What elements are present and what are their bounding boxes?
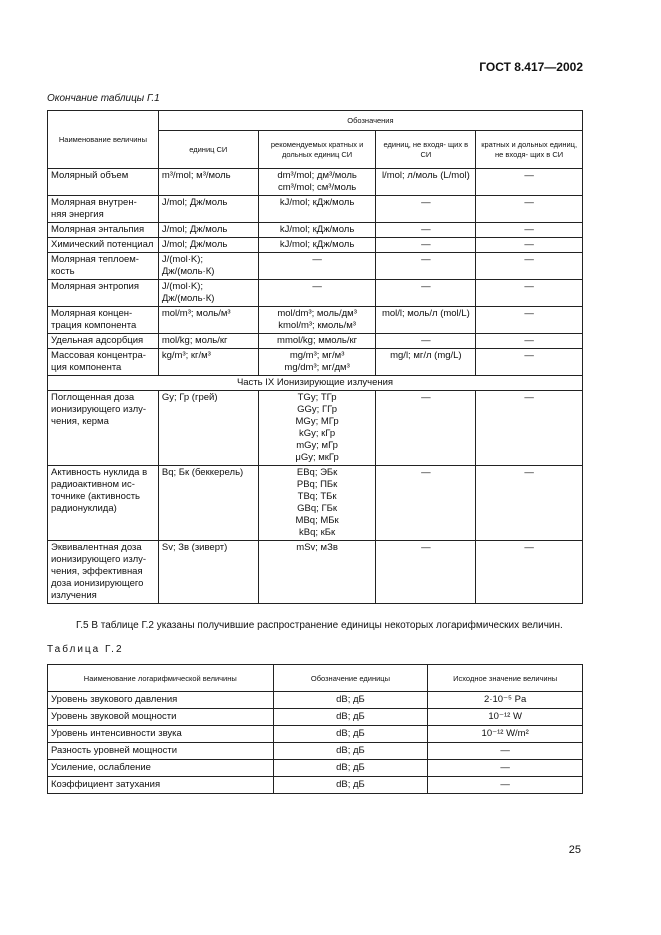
log-quantity-name: Уровень звуковой мощности <box>48 709 274 726</box>
table-row <box>48 777 583 794</box>
header-unit: Обозначение единицы <box>273 665 428 692</box>
non-si-unit: — <box>376 466 476 541</box>
non-si-multiples: — <box>476 223 583 238</box>
quantity-name: Молярная теплоем- кость <box>48 253 159 280</box>
reference-value: — <box>428 777 583 794</box>
quantity-name: Удельная адсорбция <box>48 334 159 349</box>
part-row <box>48 376 583 391</box>
table-row <box>48 223 583 238</box>
table-g2 <box>47 664 583 794</box>
table-g1 <box>47 110 583 604</box>
table-row <box>48 307 583 334</box>
recommended-units: mmol/kg; ммоль/кг <box>258 334 376 349</box>
table-row <box>48 196 583 223</box>
non-si-unit: — <box>376 223 476 238</box>
non-si-multiples: — <box>476 169 583 196</box>
reference-value: 2·10⁻⁵ Pa <box>428 692 583 709</box>
non-si-unit: — <box>376 238 476 253</box>
non-si-multiples: — <box>476 334 583 349</box>
non-si-unit: — <box>376 391 476 466</box>
part-title: Часть IX Ионизирующие излучения <box>48 376 583 391</box>
log-quantity-name: Уровень интенсивности звука <box>48 726 274 743</box>
table-row <box>48 238 583 253</box>
recommended-units: kJ/mol; кДж/моль <box>258 196 376 223</box>
document-header: ГОСТ 8.417—2002 <box>479 60 583 74</box>
log-quantity-name: Усиление, ослабление <box>48 760 274 777</box>
log-quantity-name: Разность уровней мощности <box>48 743 274 760</box>
table-row <box>48 743 583 760</box>
recommended-units: — <box>258 280 376 307</box>
unit-designation: dB; дБ <box>273 709 428 726</box>
table-row <box>48 466 583 541</box>
non-si-multiples: — <box>476 280 583 307</box>
si-unit: J/mol; Дж/моль <box>158 238 258 253</box>
quantity-name: Молярная энтальпия <box>48 223 159 238</box>
recommended-units: mol/dm³; моль/дм³ kmol/m³; кмоль/м³ <box>258 307 376 334</box>
si-unit: kg/m³; кг/м³ <box>158 349 258 376</box>
quantity-name: Молярная внутрен- няя энергия <box>48 196 159 223</box>
non-si-unit: — <box>376 334 476 349</box>
non-si-multiples: — <box>476 196 583 223</box>
table-row <box>48 726 583 743</box>
table-row <box>48 349 583 376</box>
table-row <box>48 760 583 777</box>
recommended-units: mg/m³; мг/м³ mg/dm³; мг/дм³ <box>258 349 376 376</box>
header-designations: Обозначения <box>158 111 582 131</box>
quantity-name: Эквивалентная доза ионизирующего излу- чения, эффективная доза ионизирующего излучения <box>48 541 159 604</box>
unit-designation: dB; дБ <box>273 777 428 794</box>
quantity-name: Поглощенная доза ионизирующего излу- чения, керма <box>48 391 159 466</box>
recommended-units: EBq; ЭБк PBq; ПБк TBq; ТБк GBq; ГБк MBq; МБк kBq; кБк <box>258 466 376 541</box>
non-si-multiples: — <box>476 349 583 376</box>
non-si-multiples: — <box>476 466 583 541</box>
recommended-units: dm³/mol; дм³/моль cm³/mol; см³/моль <box>258 169 376 196</box>
log-quantity-name: Уровень звукового давления <box>48 692 274 709</box>
quantity-name: Массовая концентра- ция компонента <box>48 349 159 376</box>
si-unit: mol/m³; моль/м³ <box>158 307 258 334</box>
reference-value: — <box>428 743 583 760</box>
table-row <box>48 334 583 349</box>
header-non-si: единиц, не входя- щих в СИ <box>376 131 476 169</box>
log-quantity-name: Коэффициент затухания <box>48 777 274 794</box>
non-si-multiples: — <box>476 238 583 253</box>
si-unit: J/mol; Дж/моль <box>158 223 258 238</box>
non-si-multiples: — <box>476 391 583 466</box>
recommended-units: — <box>258 253 376 280</box>
reference-value: — <box>428 760 583 777</box>
si-unit: Sv; Зв (зиверт) <box>158 541 258 604</box>
header-si: единиц СИ <box>158 131 258 169</box>
si-unit: J/(mol·K); Дж/(моль·К) <box>158 280 258 307</box>
table-row <box>48 692 583 709</box>
reference-value: 10⁻¹² W/m² <box>428 726 583 743</box>
si-unit: Bq; Бк (беккерель) <box>158 466 258 541</box>
si-unit: J/(mol·K); Дж/(моль·К) <box>158 253 258 280</box>
header-log-name: Наименование логарифмической величины <box>48 665 274 692</box>
recommended-units: mSv; мЗв <box>258 541 376 604</box>
table1-caption: Окончание таблицы Г.1 <box>47 93 160 104</box>
unit-designation: dB; дБ <box>273 743 428 760</box>
header-ref-value: Исходное значение величины <box>428 665 583 692</box>
page-number: 25 <box>568 844 581 856</box>
unit-designation: dB; дБ <box>273 760 428 777</box>
quantity-name: Молярная энтропия <box>48 280 159 307</box>
recommended-units: kJ/mol; кДж/моль <box>258 238 376 253</box>
quantity-name: Молярная концен- трация компонента <box>48 307 159 334</box>
non-si-unit: mg/l; мг/л (mg/L) <box>376 349 476 376</box>
header-recommended: рекомендуемых кратных и дольных единиц СИ <box>258 131 376 169</box>
non-si-multiples: — <box>476 253 583 280</box>
recommended-units: TGy; ТГр GGy; ГГр MGy; МГр kGy; кГр mGy; мГр μGy; мкГр <box>258 391 376 466</box>
non-si-multiples: — <box>476 541 583 604</box>
quantity-name: Активность нуклида в радиоактивном ис- точнике (активность радионуклида) <box>48 466 159 541</box>
non-si-unit: — <box>376 196 476 223</box>
non-si-unit: — <box>376 541 476 604</box>
header-name: Наименование величины <box>48 111 159 169</box>
quantity-name: Химический потенциал <box>48 238 159 253</box>
table-row <box>48 541 583 604</box>
si-unit: J/mol; Дж/моль <box>158 196 258 223</box>
non-si-unit: — <box>376 253 476 280</box>
non-si-unit: l/mol; л/моль (L/mol) <box>376 169 476 196</box>
reference-value: 10⁻¹² W <box>428 709 583 726</box>
table-row <box>48 391 583 466</box>
table-row <box>48 709 583 726</box>
si-unit: m³/mol; м³/моль <box>158 169 258 196</box>
table-row <box>48 253 583 280</box>
table-row <box>48 169 583 196</box>
recommended-units: kJ/mol; кДж/моль <box>258 223 376 238</box>
header-multiples-non-si: кратных и дольных единиц, не входя- щих в СИ <box>476 131 583 169</box>
non-si-unit: mol/l; моль/л (mol/L) <box>376 307 476 334</box>
non-si-unit: — <box>376 280 476 307</box>
si-unit: mol/kg; моль/кг <box>158 334 258 349</box>
quantity-name: Молярный объем <box>48 169 159 196</box>
table2-caption: Таблица Г.2 <box>47 644 124 655</box>
table-row <box>48 280 583 307</box>
unit-designation: dB; дБ <box>273 726 428 743</box>
unit-designation: dB; дБ <box>273 692 428 709</box>
si-unit: Gy; Гр (грей) <box>158 391 258 466</box>
note-g5: Г.5 В таблице Г.2 указаны получившие распространение единицы некоторых логарифмических величин. <box>76 620 563 631</box>
non-si-multiples: — <box>476 307 583 334</box>
